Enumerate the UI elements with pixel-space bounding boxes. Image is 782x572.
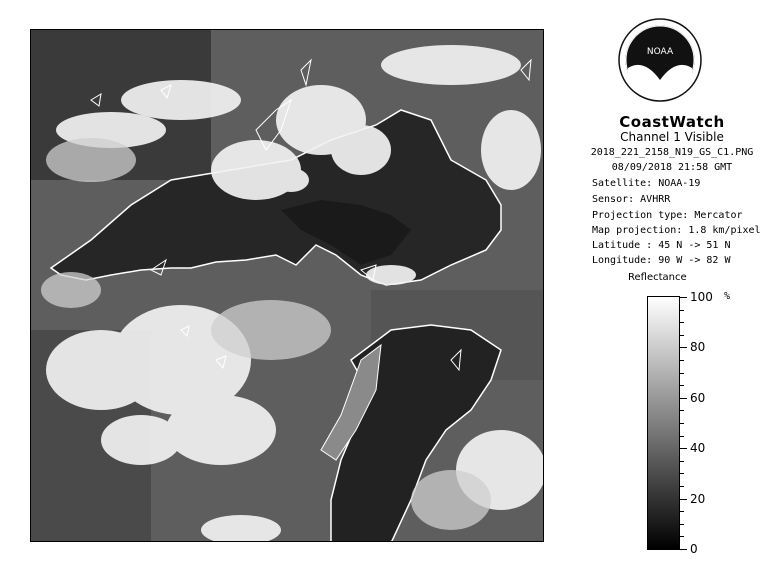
scale-tick-label: 80 (690, 340, 706, 355)
latitude-label: Latitude : 45 N -> 51 N (592, 240, 731, 251)
scale-label: Reflectance (628, 272, 687, 283)
scale-tick-label: 60 (690, 390, 706, 405)
satellite-image-svg (31, 30, 544, 542)
channel-label: Channel 1 Visible (620, 130, 724, 144)
sensor-label: Sensor: AVHRR (592, 194, 671, 205)
product-title: CoastWatch (619, 113, 725, 131)
scale-tick (680, 549, 687, 550)
scale-tick (680, 436, 684, 437)
logo-text: NOAA (646, 47, 674, 57)
scale-unit: % (724, 291, 731, 302)
scale-tick (680, 310, 684, 311)
scale-tick (680, 524, 684, 525)
satellite-label: Satellite: NOAA-19 (592, 178, 701, 189)
scale-tick-label: 40 (690, 441, 706, 456)
scale-tick (680, 511, 684, 512)
file-name: 2018_221_2158_N19_GS_C1.PNG (590, 147, 754, 158)
scale-tick (680, 385, 684, 386)
scale-tick (680, 536, 684, 537)
scale-tick (680, 322, 684, 323)
scale-tick-label: 100 (690, 290, 713, 304)
scale-tick (680, 360, 684, 361)
scale-tick (680, 499, 687, 500)
scale-tick (680, 448, 687, 449)
date-time: 08/09/2018 21:58 GMT (611, 162, 733, 173)
satellite-image (30, 29, 544, 542)
scale-tick (680, 398, 687, 399)
noaa-logo (618, 18, 702, 102)
map-projection-label: Map projection: 1.8 km/pixel (592, 225, 761, 236)
reflectance-scale-bar (647, 296, 680, 550)
scale-tick (680, 373, 684, 374)
scale-tick (680, 347, 687, 348)
scale-tick (680, 461, 684, 462)
scale-tick (680, 297, 687, 298)
scale-tick (680, 335, 684, 336)
scale-tick (680, 473, 684, 474)
scale-tick (680, 410, 684, 411)
scale-tick (680, 423, 684, 424)
scale-tick-label: 0 (690, 542, 698, 556)
scale-tick-label: 20 (690, 491, 706, 506)
scale-tick (680, 486, 684, 487)
longitude-label: Longitude: 90 W -> 82 W (592, 255, 731, 266)
projection-type-label: Projection type: Mercator (592, 210, 743, 221)
